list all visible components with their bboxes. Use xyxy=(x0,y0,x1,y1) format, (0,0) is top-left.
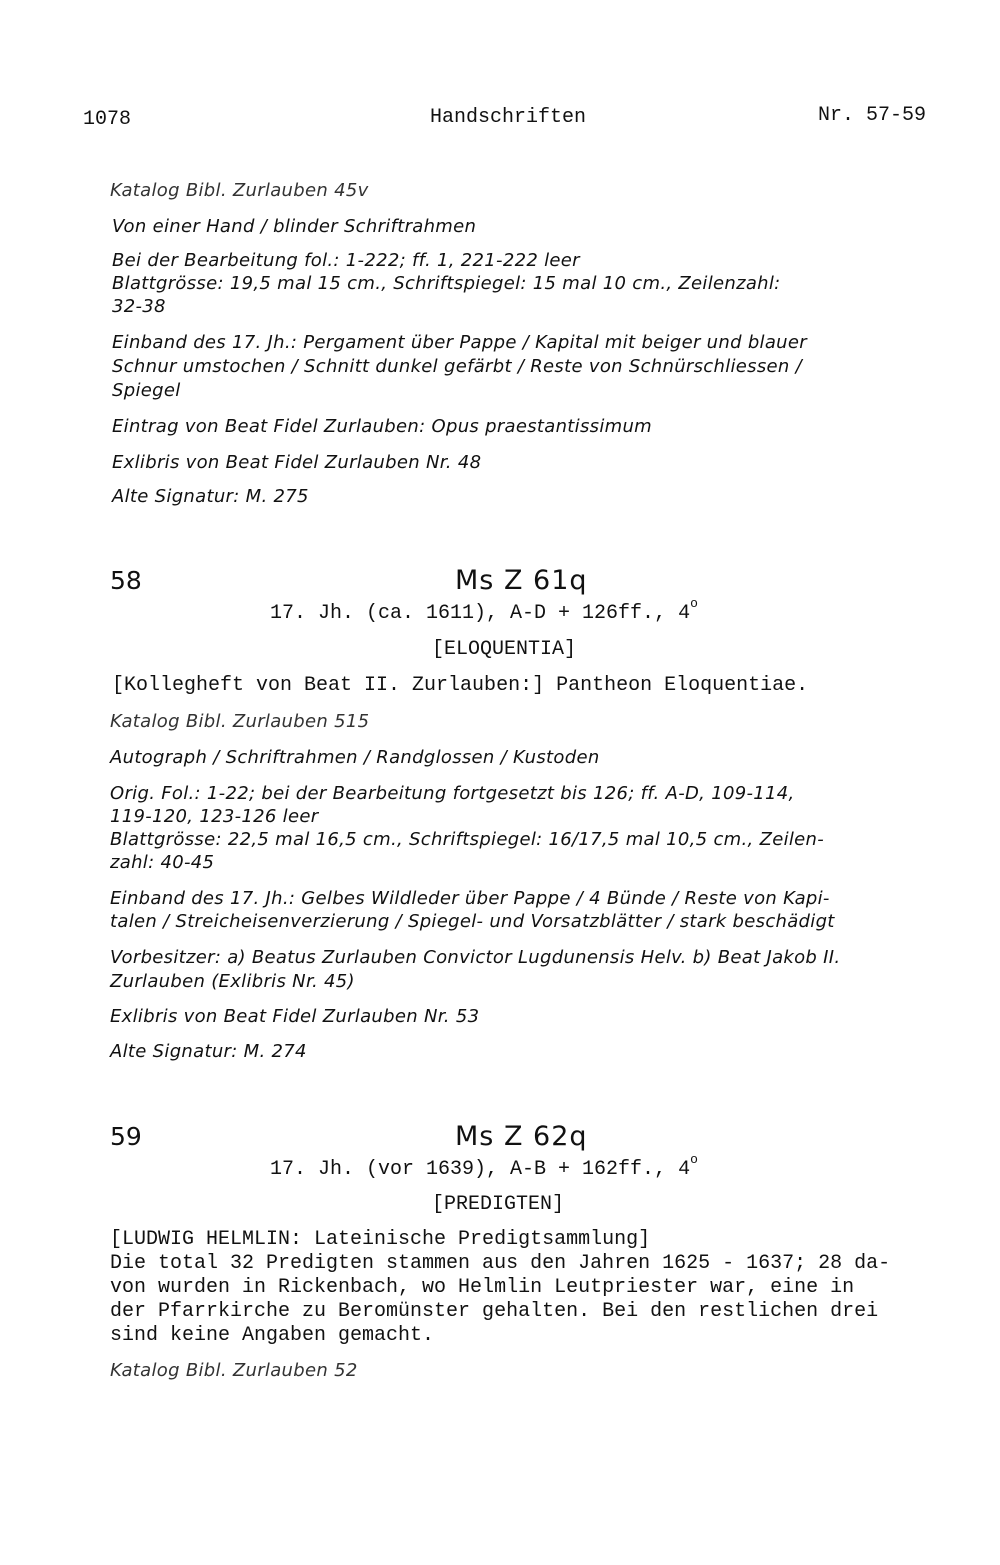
shelfmark: Ms Z 61q xyxy=(455,565,588,596)
inscription: Eintrag von Beat Fidel Zurlauben: Opus praestantissimum xyxy=(112,416,652,437)
dimensions-cont: 32-38 xyxy=(112,296,166,317)
running-title: Handschriften xyxy=(430,106,587,129)
dating: 17. Jh. (ca. 1611), A-D + 126ff., 4$^o$ xyxy=(270,596,698,625)
binding: Einband des 17. Jh.: Pergament über Pappe / Kapital mit beiger und blauer xyxy=(112,332,807,353)
binding-cont-2: Spiegel xyxy=(112,380,181,401)
features: Autograph / Schriftrahmen / Randglossen / Kustoden xyxy=(110,747,600,768)
subject-heading: [PREDIGTEN] xyxy=(432,1193,565,1216)
body-line-3: von wurden in Rickenbach, wo Helmlin Leutpriester war, eine in xyxy=(110,1276,855,1299)
catalog-reference: Katalog Bibl. Zurlauben 52 xyxy=(110,1360,358,1381)
page-number: 1078 xyxy=(83,108,132,131)
dimensions: Blattgrösse: 22,5 mal 16,5 cm., Schriftspiegel: 16/17,5 mal 10,5 cm., Zeilen- xyxy=(110,829,825,850)
body-line-1: [LUDWIG HELMLIN: Lateinische Predigtsammlung] xyxy=(110,1228,651,1251)
entry-number: 59 xyxy=(110,1122,142,1151)
entry-range: Nr. 57-59 xyxy=(818,104,927,127)
body-line-4: der Pfarrkirche zu Beromünster gehalten. Bei den restlichen drei xyxy=(110,1300,879,1323)
old-shelfmark: Alte Signatur: M. 274 xyxy=(110,1041,307,1062)
foliation-cont: 119-120, 123-126 leer xyxy=(110,806,319,827)
binding-cont-1: Schnur umstochen / Schnitt dunkel gefärbt / Reste von Schnürschliessen / xyxy=(112,356,802,377)
catalog-reference: Katalog Bibl. Zurlauben 45v xyxy=(110,180,369,201)
dimensions: Blattgrösse: 19,5 mal 15 cm., Schriftspiegel: 15 mal 10 cm., Zeilenzahl: xyxy=(112,273,781,294)
shelfmark: Ms Z 62q xyxy=(455,1121,588,1152)
title-line: [Kollegheft von Beat II. Zurlauben:] Pantheon Eloquentiae. xyxy=(112,674,809,697)
binding-cont: talen / Streicheisenverzierung / Spiegel- und Vorsatzblätter / stark beschädigt xyxy=(110,911,835,932)
body-line-2: Die total 32 Predigten stammen aus den Jahren 1625 - 1637; 28 da- xyxy=(110,1252,891,1275)
dimensions-cont: zahl: 40-45 xyxy=(110,852,215,873)
old-shelfmark: Alte Signatur: M. 275 xyxy=(112,486,309,507)
subject-heading: [ELOQUENTIA] xyxy=(432,638,577,661)
entry-number: 58 xyxy=(110,566,142,595)
exlibris: Exlibris von Beat Fidel Zurlauben Nr. 53 xyxy=(110,1006,480,1027)
provenance: Vorbesitzer: a) Beatus Zurlauben Convictor Lugdunensis Helv. b) Beat Jakob II. xyxy=(110,947,841,968)
binding: Einband des 17. Jh.: Gelbes Wildleder über Pappe / 4 Bünde / Reste von Kapi- xyxy=(110,888,830,909)
foliation: Orig. Fol.: 1-22; bei der Bearbeitung fortgesetzt bis 126; ff. A-D, 109-114, xyxy=(110,783,795,804)
exlibris: Exlibris von Beat Fidel Zurlauben Nr. 48 xyxy=(112,452,482,473)
catalog-reference: Katalog Bibl. Zurlauben 515 xyxy=(110,711,370,732)
foliation: Bei der Bearbeitung fol.: 1-222; ff. 1, 221-222 leer xyxy=(112,250,580,271)
body-line-5: sind keine Angaben gemacht. xyxy=(110,1324,435,1347)
provenance-cont: Zurlauben (Exlibris Nr. 45) xyxy=(110,971,355,992)
dating: 17. Jh. (vor 1639), A-B + 162ff., 4$^o$ xyxy=(270,1152,698,1181)
hand-description: Von einer Hand / blinder Schriftrahmen xyxy=(112,216,477,237)
